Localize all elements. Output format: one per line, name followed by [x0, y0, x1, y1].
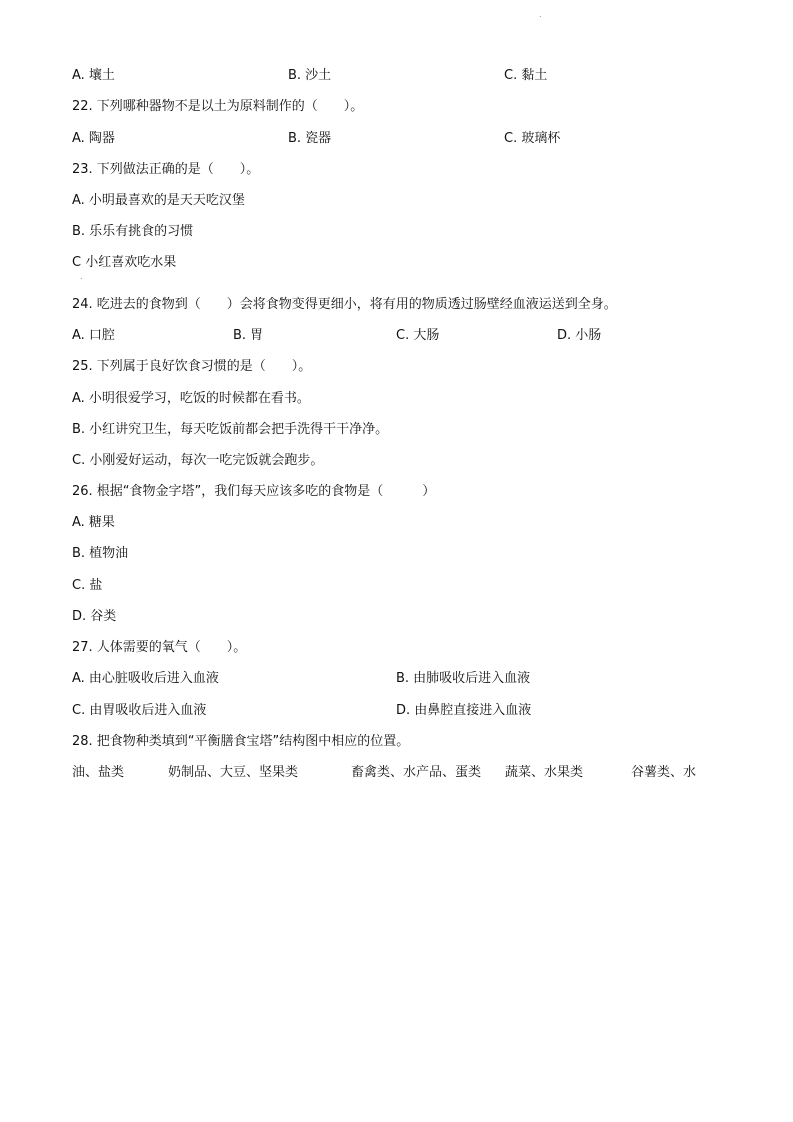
q26-option-a: A. 糖果 [72, 515, 115, 530]
q28-stem: 28. 把食物种类填到“平衡膳食宝塔”结构图中相应的位置。 [72, 734, 410, 749]
q28-item-5: 谷薯类、水 [631, 765, 697, 780]
q24-option-a: A. 口腔 [72, 328, 115, 343]
q26-stem: 26. 根据“食物金字塔”，我们每天应该多吃的食物是（ ） [72, 484, 436, 499]
q26-option-d: D. 谷类 [72, 609, 117, 624]
q23-option-c: C 小红喜欢吃水果 [72, 255, 177, 270]
q24-option-d: D. 小肠 [557, 328, 602, 343]
q23-stem: 23. 下列做法正确的是（ ）。 [72, 162, 260, 177]
q23-option-a: A. 小明最喜欢的是天天吃汉堡 [72, 193, 245, 208]
q23-stray-mark: . [80, 272, 83, 281]
q28-item-4: 蔬菜、水果类 [505, 765, 584, 780]
q21-option-a: A. 壤土 [72, 68, 115, 83]
q27-option-c: C. 由胃吸收后进入血液 [72, 703, 207, 718]
q22-option-b: B. 瓷器 [288, 131, 332, 146]
q23-option-b: B. 乐乐有挑食的习惯 [72, 224, 194, 239]
q22-option-a: A. 陶器 [72, 131, 115, 146]
q26-option-b: B. 植物油 [72, 546, 129, 561]
q22-stem: 22. 下列哪种器物不是以土为原料制作的（ ）。 [72, 99, 364, 114]
top-mark: . [539, 10, 542, 19]
q25-option-c: C. 小刚爱好运动，每次一吃完饭就会跑步。 [72, 453, 324, 468]
q27-stem: 27. 人体需要的氧气（ ）。 [72, 640, 247, 655]
q27-option-a: A. 由心脏吸收后进入血液 [72, 671, 219, 686]
q25-stem: 25. 下列属于良好饮食习惯的是（ ）。 [72, 359, 312, 374]
q28-item-3: 畜禽类、水产品、蛋类 [351, 765, 482, 780]
q25-option-b: B. 小红讲究卫生，每天吃饭前都会把手洗得干干净净。 [72, 422, 389, 437]
q24-stem: 24. 吃进去的食物到（ ）会将食物变得更细小，将有用的物质透过肠壁经血液运送到全身。 [72, 297, 617, 312]
q26-option-c: C. 盐 [72, 578, 103, 593]
q21-option-c: C. 黏土 [504, 68, 548, 83]
q25-option-a: A. 小明很爱学习，吃饭的时候都在看书。 [72, 391, 310, 406]
q24-option-c: C. 大肠 [396, 328, 440, 343]
q28-item-2: 奶制品、大豆、坚果类 [168, 765, 299, 780]
q22-option-c: C. 玻璃杯 [504, 131, 561, 146]
q27-option-b: B. 由肺吸收后进入血液 [396, 671, 531, 686]
q27-option-d: D. 由鼻腔直接进入血液 [396, 703, 532, 718]
q24-option-b: B. 胃 [233, 328, 264, 343]
q21-option-b: B. 沙土 [288, 68, 332, 83]
q28-item-1: 油、盐类 [72, 765, 125, 780]
